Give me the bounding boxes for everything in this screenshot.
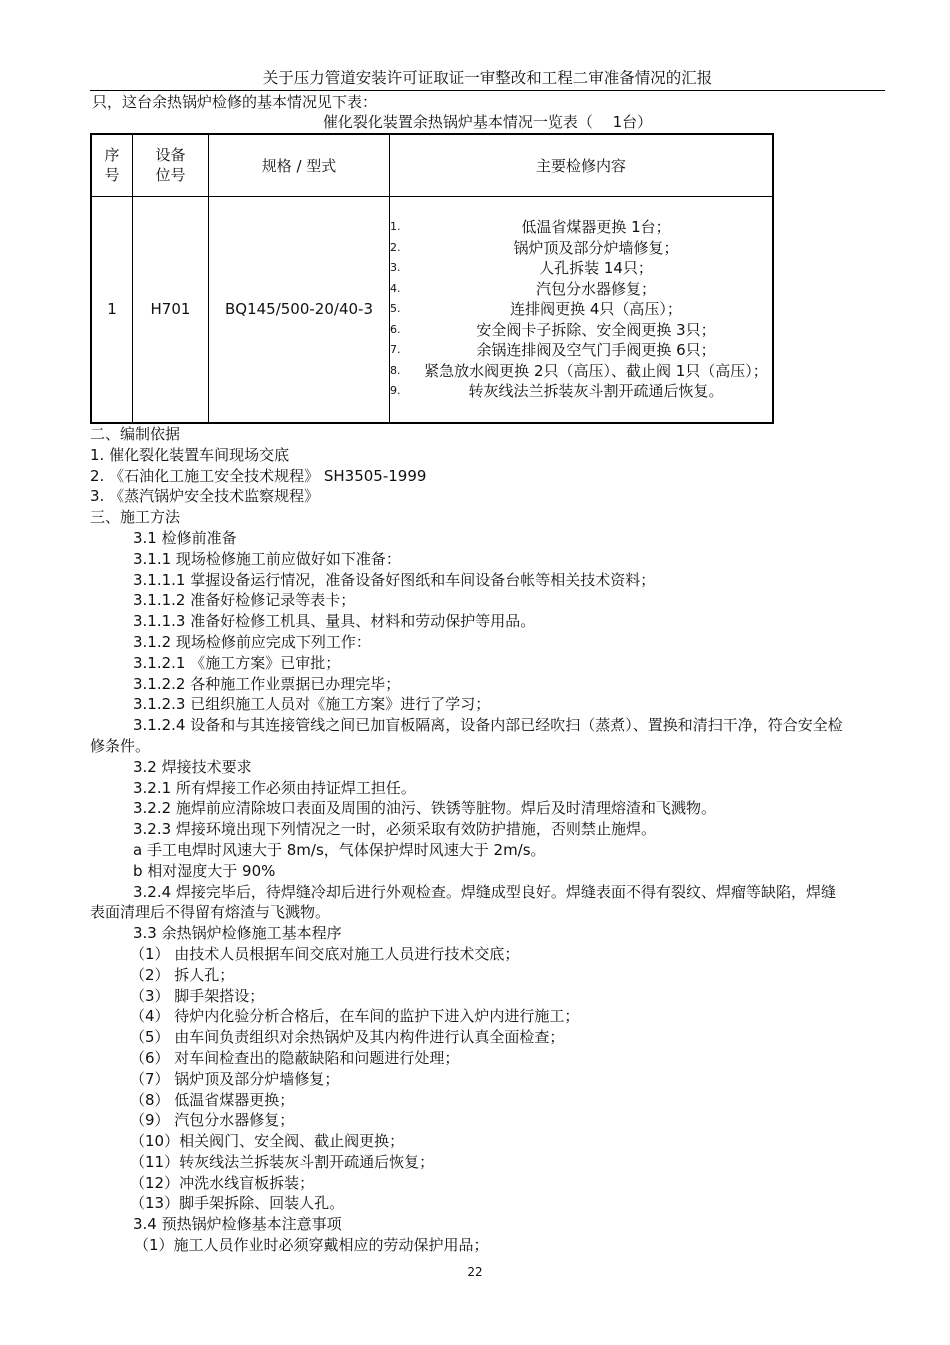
procedure-step: （6） 对车间检查出的隐蔽缺陷和问题进行处理； [130,1048,460,1067]
paragraph: 3.1.2 现场检修前应完成下列工作： [133,632,371,651]
table-title: 催化裂化装置余热锅炉基本情况一览表（ 1台） [322,113,653,131]
paragraph: 3.1.2.3 已组织施工人员对《施工方案》进行了学习； [133,695,491,714]
cell-tag: H701 [133,196,209,423]
paragraph: 2. 《石油化工施工安全技术规程》 SH3505-1999 [90,466,427,485]
cell-seq: 1 [91,196,133,423]
procedure-step: （8） 低温省煤器更换； [130,1090,295,1109]
list-item: 9. 转灰线法兰拆装灰斗割开疏通后恢复。 [390,382,724,400]
header-seq: 序 号 [91,134,133,196]
intro-text: 只，这台余热锅炉检修的基本情况见下表： [92,93,378,111]
procedure-step: （3） 脚手架搭设； [130,986,265,1005]
paragraph: a 手工电焊时风速大于 8m/s，气体保护焊时风速大于 2m/s。 [133,840,546,859]
section-heading: 二、编制依据 [90,425,181,443]
equipment-table [90,133,774,424]
list-item: 4. 汽包分水器修复； [390,279,656,298]
header-spec: 规格 / 型式 [209,134,390,196]
subsection-heading: 3.1 检修前准备 [133,528,237,547]
paragraph: 3.1.2.2 各种施工作业票据已办理完毕； [133,674,401,693]
page-header-title: 关于压力管道安装许可证取证一审整改和工程二审准备情况的汇报 [262,69,713,87]
header-divider [90,90,885,91]
subsection-heading: 3.3 余热锅炉检修施工基本程序 [133,924,342,943]
procedure-step: （11）转灰线法兰拆装灰斗割开疏通后恢复； [130,1152,435,1171]
procedure-step: （1）施工人员作业时必须穿戴相应的劳动保护用品； [134,1236,489,1255]
paragraph: 3.2.1 所有焊接工作必须由持证焊工担任。 [133,778,416,797]
paragraph: b 相对湿度大于 90% [133,861,276,880]
list-item: 8. 紧急放水阀更换 2只（高压）、截止阀 1只（高压）； [390,361,768,380]
header-content: 主要检修内容 [390,134,774,196]
procedure-step: （1） 由技术人员根据车间交底对施工人员进行技术交底； [130,944,520,963]
procedure-step: （10）相关阀门、安全阀、截止阀更换； [130,1132,405,1151]
paragraph: 3.1.2.4 设备和与其连接管线之间已加盲板隔离，设备内部已经吹扫（蒸煮）、置换和清扫干净，符合安全检修条件。 [90,716,843,755]
table-header-row [91,134,773,196]
procedure-step: （12）冲洗水线盲板拆装； [130,1173,315,1192]
subsection-heading: 3.4 预热锅炉检修基本注意事项 [133,1215,342,1234]
paragraph: 3. 《蒸汽锅炉安全技术监察规程》 [90,487,320,506]
paragraph: 3.1.2.1 《施工方案》已审批； [133,653,341,672]
list-item: 5. 连排阀更换 4只（高压）； [390,300,682,318]
document-body [90,424,850,1256]
paragraph: 1. 催化裂化装置车间现场交底 [90,445,290,464]
procedure-step: （2） 拆人孔； [130,965,235,984]
paragraph: 3.2.4 焊接完毕后，待焊缝冷却后进行外观检查。焊缝成型良好。焊缝表面不得有裂纹、焊瘤等缺陷，焊缝表面清理后不得留有熔渣与飞溅物。 [90,882,836,922]
paragraph: 3.1.1.3 准备好检修工机具、量具、材料和劳动保护等用品。 [133,612,536,631]
cell-spec: BQ145/500-20/40-3 [209,196,390,423]
procedure-step: （13）脚手架拆除、回装人孔。 [130,1194,345,1213]
paragraph: 3.1.1.1 掌握设备运行情况，准备设备好图纸和车间设备台帐等相关技术资料； [133,570,656,589]
paragraph: 3.2.2 施焊前应清除坡口表面及周围的油污、铁锈等脏物。焊后及时清理熔渣和飞溅物。 [133,799,716,818]
table-row [91,196,773,423]
subsection-heading: 3.2 焊接技术要求 [133,757,252,776]
list-item: 6. 安全阀卡子拆除、安全阀更换 3只； [390,320,716,339]
section-heading: 三、施工方法 [90,508,181,527]
paragraph: 3.1.1.2 准备好检修记录等表卡； [133,591,356,610]
header-tag: 设备 位号 [133,134,209,196]
procedure-step: （4） 待炉内化验分析合格后，在车间的监护下进入炉内进行施工； [130,1007,580,1026]
procedure-step: （7） 锅炉顶及部分炉墙修复； [130,1069,340,1088]
procedure-step: （5） 由车间负责组织对余热锅炉及其内构件进行认真全面检查； [130,1028,565,1047]
page-number: 22 [467,1265,483,1279]
list-item: 7. 余锅连排阀及空气门手阀更换 6只； [390,341,716,359]
list-item: 1. 低温省煤器更换 1台； [390,218,671,236]
paragraph: 3.1.1 现场检修施工前应做好如下准备： [133,549,401,568]
procedure-step: （9） 汽包分水器修复； [130,1111,295,1130]
list-item: 2. 锅炉顶及部分炉墙修复； [390,238,679,257]
paragraph: 3.2.3 焊接环境出现下列情况之一时，必须采取有效防护措施，否则禁止施焊。 [133,820,656,839]
maintenance-list [390,217,772,402]
list-item: 3. 人孔拆装 14只； [390,259,653,277]
cell-content [390,196,774,423]
